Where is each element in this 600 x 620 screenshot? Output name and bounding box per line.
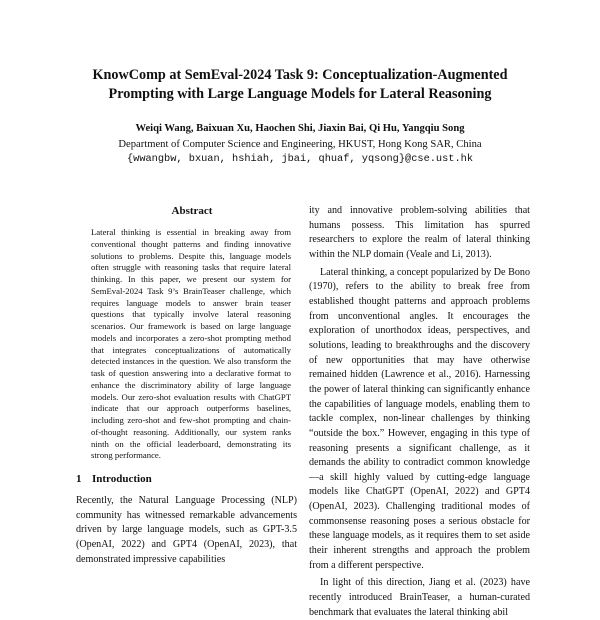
title-line-1: KnowComp at SemEval-2024 Task 9: Conceptualization-Augmented xyxy=(92,67,508,83)
paragraph-continued: ity and innovative problem-solving abilities that humans possess. This limitation has spurred researchers to explore the realm of lateral thinking within the NLP domain (Veale and Li, 2013). xyxy=(309,205,530,260)
introduction-paragraph: Recently, the Natural Language Processing (NLP) community has witnessed remarkable advancements driven by large language models, such as GPT-3.5 (OpenAI, 2022) and GPT4 (OpenAI, 2023), that demonstrated impressive capabilities xyxy=(76,495,297,565)
author-affiliation: Department of Computer Science and Engineering, HKUST, Hong Kong SAR, China xyxy=(118,138,482,150)
brainteaser-paragraph: In light of this direction, Jiang et al. (2023) have recently introduced BrainTeaser, a human-curated benchmark that evaluates the lateral thinking abil xyxy=(309,577,530,618)
abstract-heading: Abstract xyxy=(171,205,213,217)
lateral-thinking-paragraph: Lateral thinking, a concept popularized by De Bono (1970), refers to the ability to break free from established thought patterns and approach problems from unconventional angles. It encourages the exploration of unorthodox ideas, perspectives, and solutions, leading to breakthroughs and the discovery of new opportunities that may have otherwise remained hidden (Lawrence et al., 2016). Harnessing the power of lateral thinking can significantly enhance the capabilities of language models, enabling them to tackle complex, non-linear challenges by thinking “outside the box.” However, engaging in this type of reasoning presents a significant challenge, as it demands the ability to contradict common knowledge—a skill highly valued by cutting-edge language models like ChatGPT (OpenAI, 2022) and GPT4 (OpenAI, 2023). Challenging traditional modes of commonsense reasoning poses a serious obstacle for these language models, as it requires them to set aside their inherent strengths and approach the problem from a different perspective. xyxy=(309,266,530,571)
paper-title xyxy=(40,66,560,104)
author-emails[interactable]: {wwangbw, bxuan, hshiah, jbai, qhuaf, yqsong}@cse.ust.hk xyxy=(126,153,474,165)
abstract-text: Lateral thinking is essential in breaking away from conventional thought patterns and finding innovative solutions to problems. Despite this, language models often struggle with reasoning tasks that require lateral thinking. In this paper, we present our system for SemEval-2024 Task 9’s BrainTeaser challenge, which requires language models to answer brain teaser questions that typically involve lateral reasoning scenarios. Our framework is based on large language models and incorporates a zero-shot prompting method that integrates conceptualizations of automatically detected instances in the question. We also transform the task of question answering into a declarative format to enhance the discriminatory ability of large language models. Our zero-shot evaluation results with ChatGPT indicate that our approach outperforms baselines, including zero-shot and few-shot prompting and chain-of-thought reasoning. Additionally, our system ranks ninth on the official leaderboard, demonstrating its strong performance. xyxy=(91,227,291,461)
section-number: 1 xyxy=(76,473,82,485)
introduction-heading xyxy=(76,472,296,486)
title-line-2: Prompting with Large Language Models for Lateral Reasoning xyxy=(108,86,492,102)
right-column xyxy=(309,204,530,620)
author-block xyxy=(20,121,580,168)
author-names: Weiqi Wang, Baixuan Xu, Haochen Shi, Jiaxin Bai, Qi Hu, Yangqiu Song xyxy=(135,123,465,134)
section-title: Introduction xyxy=(92,473,152,485)
left-column xyxy=(76,204,297,567)
